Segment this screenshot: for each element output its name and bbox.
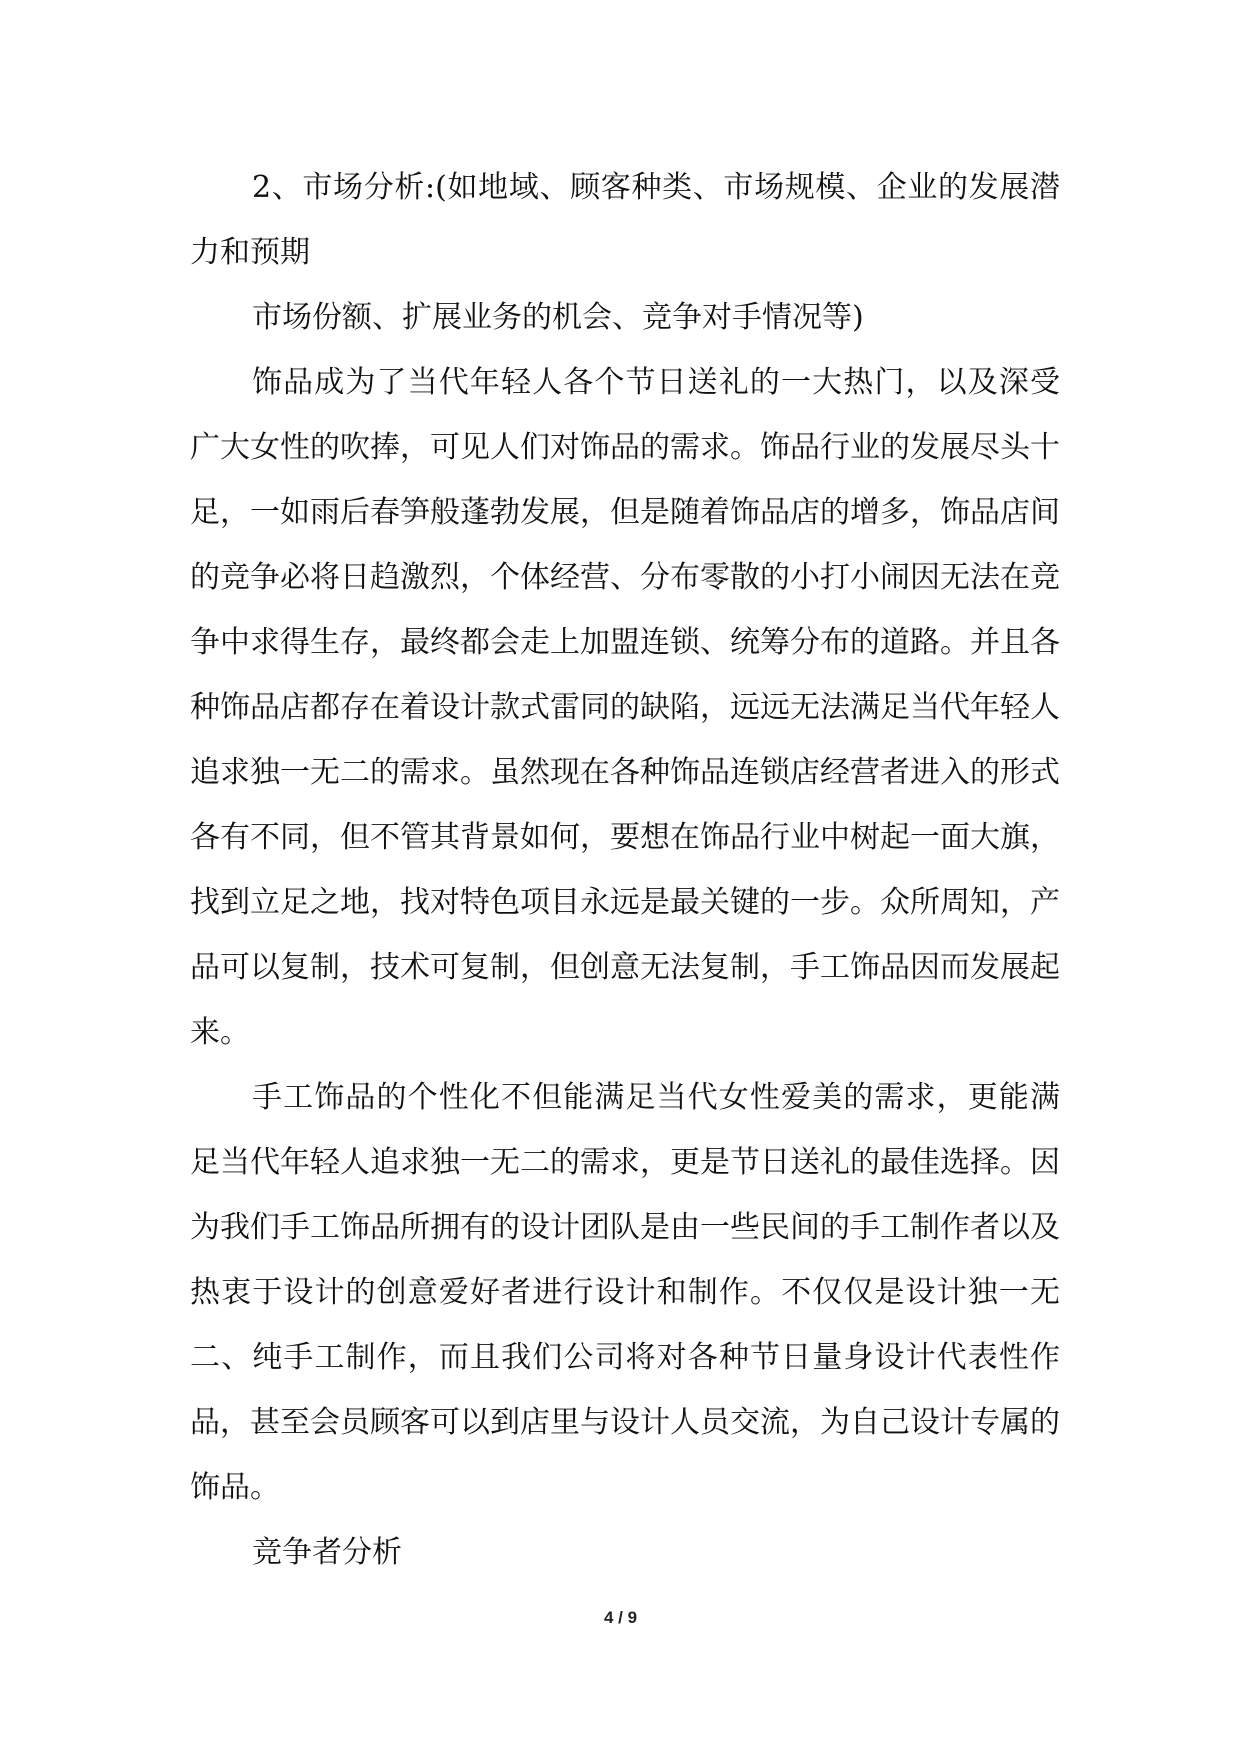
- paragraph-market-analysis-heading: 2、市场分析:(如地域、顾客种类、市场规模、企业的发展潜力和预期: [190, 170, 1060, 270]
- document-body: [190, 155, 1060, 1585]
- paragraph-handmade-advantages: 手工饰品的个性化不但能满足当代女性爱美的需求，更能满足当代年轻人追求独一无二的需求，更是节日送礼的最佳选择。因为我们手工饰品所拥有的设计团队是由一些民间的手工制作者以及热衷于设计的创意爱好者进行设计和制作。不仅仅是设计独一无二、纯手工制作，而且我们公司将对各种节日量身设计代表性作品，甚至会员顾客可以到店里与设计人员交流，为自己设计专属的饰品。: [190, 1080, 1060, 1505]
- paragraph-competitor-analysis-heading: 竞争者分析: [252, 1535, 402, 1570]
- paragraph-market-share-note: 市场份额、扩展业务的机会、竞争对手情况等): [252, 300, 864, 335]
- page-number: 4 / 9: [603, 1608, 638, 1627]
- paragraph-industry-overview: 饰品成为了当代年轻人各个节日送礼的一大热门，以及深受广大女性的吹捧，可见人们对饰品的需求。饰品行业的发展尽头十足，一如雨后春笋般蓬勃发展，但是随着饰品店的增多，饰品店间的竞争必将日趋激烈，个体经营、分布零散的小打小闹因无法在竞争中求得生存，最终都会走上加盟连锁、统筹分布的道路。并且各种饰品店都存在着设计款式雷同的缺陷，远远无法满足当代年轻人追求独一无二的需求。虽然现在各种饰品连锁店经营者进入的形式各有不同，但不管其背景如何，要想在饰品行业中树起一面大旗，找到立足之地，找对特色项目永远是最关键的一步。众所周知，产品可以复制，技术可复制，但创意无法复制，手工饰品因而发展起来。: [190, 365, 1060, 1050]
